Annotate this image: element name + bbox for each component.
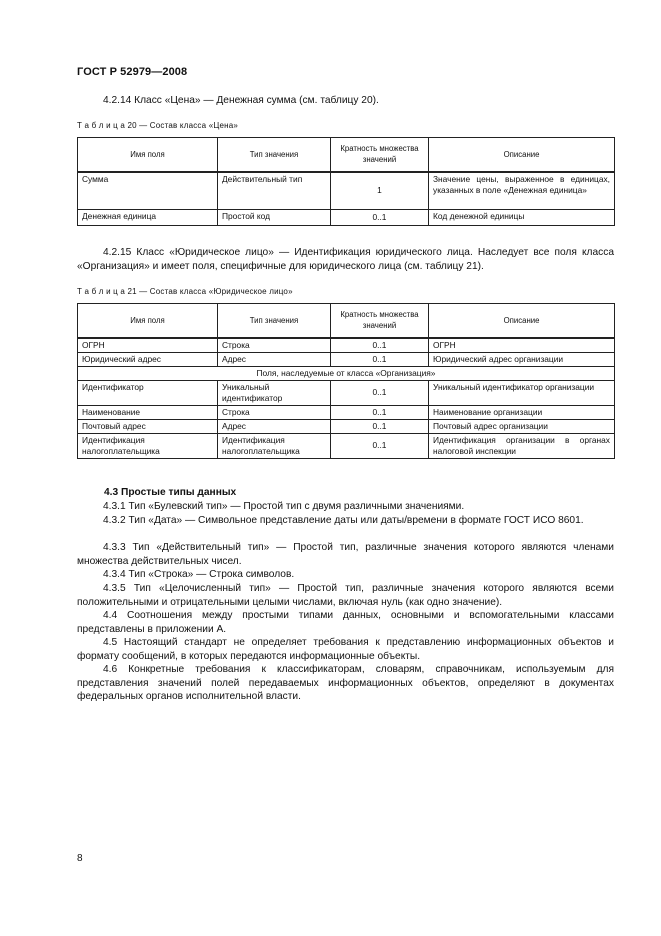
table-cell: Идентификация организации в органах налоговой инспекции bbox=[429, 433, 615, 458]
inherited-fields-label: Поля, наследуемые от класса «Организация» bbox=[78, 366, 615, 380]
table-row bbox=[78, 433, 615, 458]
table-row bbox=[78, 419, 615, 433]
table-cell: Сумма bbox=[78, 172, 218, 210]
table-cell: 0..1 bbox=[331, 210, 429, 226]
table-row bbox=[78, 380, 615, 405]
table-cell: Идентификатор bbox=[78, 380, 218, 405]
paragraph-4-3-5: 4.3.5 Тип «Целочисленный тип» — Простой тип, различные значения которого являются всеми положительными и отрицательными целыми числами, включая нуль (как одно значение). bbox=[77, 583, 614, 608]
table-cell: Юридический адрес организации bbox=[429, 352, 615, 366]
paragraph-4-2-15: 4.2.15 Класс «Юридическое лицо» — Идентификация юридического лица. Наследует все поля класса «Организация» и имеет поля, специфичные для юридического лица (см. таблицу 21). bbox=[77, 247, 614, 272]
table-cell: Уникальный идентификатор организации bbox=[429, 380, 615, 405]
col-header: Тип значения bbox=[218, 304, 331, 338]
page-number: 8 bbox=[77, 853, 83, 864]
page-header: ГОСТ Р 52979—2008 bbox=[77, 66, 188, 78]
table-row bbox=[78, 405, 615, 419]
table-cell: Уникальный идентификатор bbox=[218, 380, 331, 405]
table-cell: Наименование организации bbox=[429, 405, 615, 419]
table-21 bbox=[77, 303, 615, 459]
table-cell: 0..1 bbox=[331, 433, 429, 458]
table-cell: Адрес bbox=[218, 352, 331, 366]
table-cell: Адрес bbox=[218, 419, 331, 433]
section-title-4-3: 4.3 Простые типы данных bbox=[104, 487, 237, 498]
paragraph-4-2-14: 4.2.14 Класс «Цена» — Денежная сумма (см. таблицу 20). bbox=[103, 95, 379, 106]
paragraph-4-3-4: 4.3.4 Тип «Строка» — Строка символов. bbox=[103, 569, 295, 580]
table-cell: 1 bbox=[331, 172, 429, 210]
col-header: Описание bbox=[429, 304, 615, 338]
table-cell: ОГРН bbox=[429, 338, 615, 353]
paragraph-4-3-3: 4.3.3 Тип «Действительный тип» — Простой тип, различные значения которого являются членами множества действительных чисел. bbox=[77, 542, 614, 567]
table-row bbox=[78, 338, 615, 353]
table-cell: 0..1 bbox=[331, 419, 429, 433]
col-header: Кратность множества значений bbox=[331, 138, 429, 172]
table-header-row bbox=[78, 138, 615, 172]
col-header: Имя поля bbox=[78, 138, 218, 172]
table-cell: Идентификация налогоплательщика bbox=[218, 433, 331, 458]
table-cell: 0..1 bbox=[331, 405, 429, 419]
table-20 bbox=[77, 137, 615, 226]
table-row bbox=[78, 210, 615, 226]
paragraph-4-6: 4.6 Конкретные требования к классификаторам, словарям, справочникам, используемым для представления значений полей передаваемых информационных объектов, определяют в документах федеральных органов исполнительной власти. bbox=[77, 664, 614, 703]
col-header: Тип значения bbox=[218, 138, 331, 172]
table-cell: Юридический адрес bbox=[78, 352, 218, 366]
paragraph-4-5: 4.5 Настоящий стандарт не определяет требования к представлению информационных объектов и формату сообщений, в которых передаются информационные объекты. bbox=[77, 637, 614, 662]
table-cell: Почтовый адрес организации bbox=[429, 419, 615, 433]
table-cell: Строка bbox=[218, 405, 331, 419]
paragraph-4-4: 4.4 Соотношения между простыми типами данных, основными и вспомогательными классами представлены в приложении А. bbox=[77, 610, 614, 635]
table-cell: Наименование bbox=[78, 405, 218, 419]
table-cell: 0..1 bbox=[331, 338, 429, 353]
table-cell: Идентификация налогоплательщика bbox=[78, 433, 218, 458]
col-header: Описание bbox=[429, 138, 615, 172]
table-row bbox=[78, 172, 615, 210]
table-20-caption: Т а б л и ц а 20 — Состав класса «Цена» bbox=[77, 121, 239, 130]
table-cell: 0..1 bbox=[331, 352, 429, 366]
table-21-caption: Т а б л и ц а 21 — Состав класса «Юридическое лицо» bbox=[77, 287, 293, 296]
table-cell: 0..1 bbox=[331, 380, 429, 405]
paragraph-4-3-2: 4.3.2 Тип «Дата» — Символьное представление даты или даты/времени в формате ГОСТ ИСО 8601. bbox=[103, 515, 584, 526]
table-header-row bbox=[78, 304, 615, 338]
table-cell: ОГРН bbox=[78, 338, 218, 353]
paragraph-4-3-1: 4.3.1 Тип «Булевский тип» — Простой тип с двумя различными значениями. bbox=[103, 501, 465, 512]
table-row bbox=[78, 352, 615, 366]
table-cell: Строка bbox=[218, 338, 331, 353]
table-cell: Действительный тип bbox=[218, 172, 331, 210]
table-cell: Денежная единица bbox=[78, 210, 218, 226]
inherited-fields-row bbox=[78, 366, 615, 380]
table-cell: Простой код bbox=[218, 210, 331, 226]
table-cell: Значение цены, выраженное в единицах, указанных в поле «Денежная единица» bbox=[429, 172, 615, 210]
col-header: Кратность множества значений bbox=[331, 304, 429, 338]
table-cell: Код денежной единицы bbox=[429, 210, 615, 226]
table-cell: Почтовый адрес bbox=[78, 419, 218, 433]
col-header: Имя поля bbox=[78, 304, 218, 338]
